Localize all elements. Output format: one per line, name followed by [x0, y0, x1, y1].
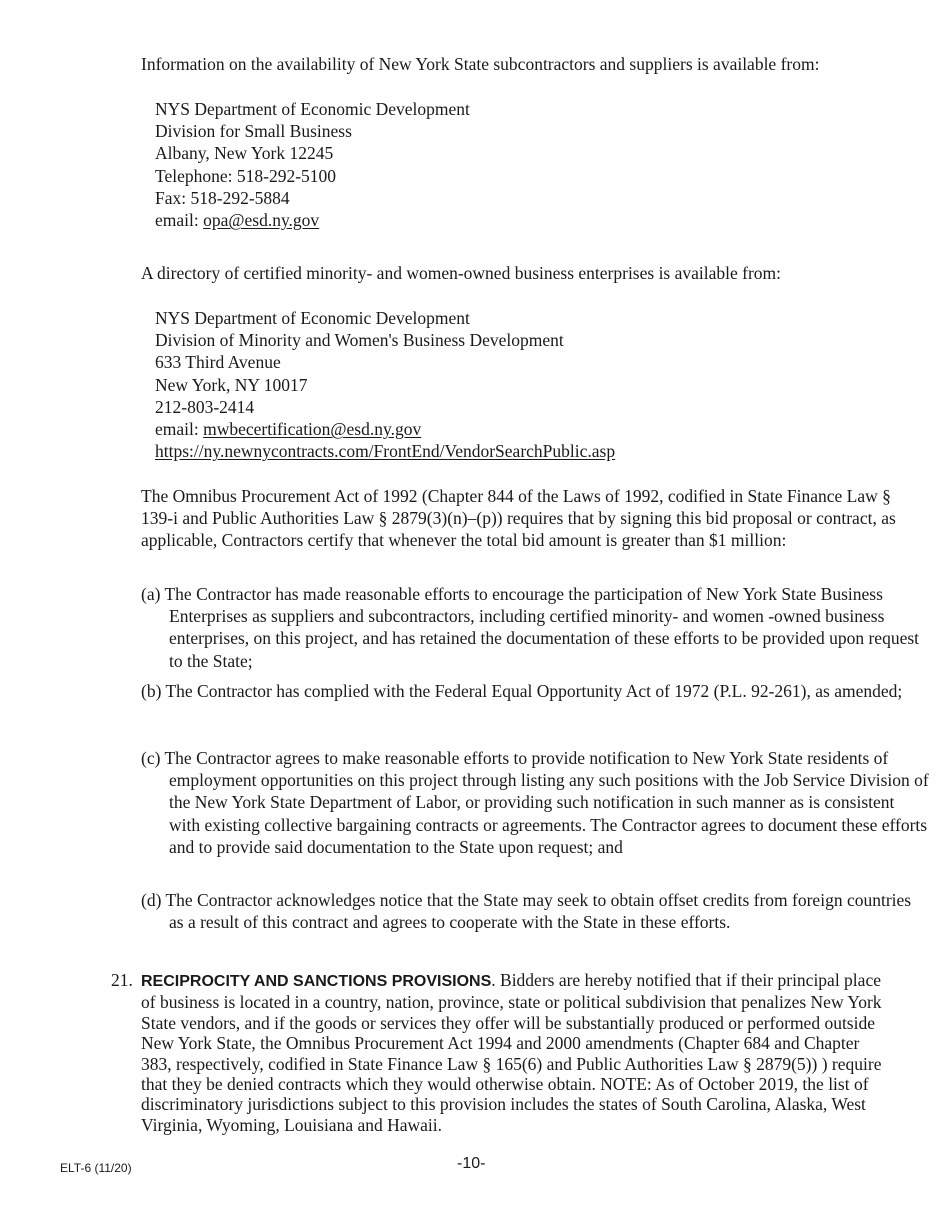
section-number: 21. [111, 970, 133, 990]
section-body: Bidders are hereby notified that if their principal place of business is located in a country, nation, province, state or political subdivision that penalizes New York State vendors, and if the goods or services they offer will be substantially produced or performed outside New York State, the Omnibus Procurement Act 1994 and 2000 amendments (Chapter 684 and Chapter 383, respectively, codified in State Finance Law § 165(6) and Public Authorities Law § 2879(5)) ) require that they be denied contracts which they would otherwise obtain. NOTE: As of October 2019, the list of discriminatory jurisdictions subject to this provision includes the states of South Carolina, Alaska, West Virginia, Wyoming, Louisiana and Hawaii. [141, 970, 882, 1135]
section-21 [111, 970, 891, 1135]
small-business-address [155, 98, 470, 231]
email-link[interactable]: mwbecertification@esd.ny.gov [203, 419, 422, 440]
form-id: ELT-6 (11/20) [60, 1161, 132, 1175]
address-line: Division of Minority and Women's Business Development [155, 330, 564, 351]
address-line: 633 Third Avenue [155, 352, 281, 373]
list-item-b: (b) The Contractor has complied with the Federal Equal Opportunity Act of 1972 (P.L. 92-261), as amended; [141, 681, 903, 701]
section-title-suffix: . [491, 970, 496, 990]
list-item-d: (d) The Contractor acknowledges notice that the State may seek to obtain offset credits from foreign countries as a result of this contract and agrees to cooperate with the State in these efforts. [141, 890, 912, 933]
address-line: Division for Small Business [155, 121, 352, 142]
address-line: NYS Department of Economic Development [155, 308, 470, 328]
page-number: -10- [457, 1155, 486, 1172]
phone-line: 212-803-2414 [155, 396, 255, 417]
address-line: NYS Department of Economic Development [155, 99, 470, 119]
email-line [155, 209, 470, 231]
email-label: email: [155, 419, 204, 440]
mwbe-address [155, 307, 615, 462]
list-item-c: (c) The Contractor agrees to make reasonable efforts to provide notification to New York State residents of employment opportunities on this project through listing any such positions with the Job Service Division of the New York State Department of Labor, or providing such notification in such manner as is consistent with existing collective bargaining contracts or agreements. The Contractor agrees to document these efforts and to provide said documentation to the State upon request; and [141, 748, 929, 857]
intro-directory: A directory of certified minority- and women-owned business enterprises is available from: [141, 263, 782, 283]
address-line: New York, NY 10017 [155, 374, 308, 395]
fax-line: Fax: 518-292-5884 [155, 187, 290, 208]
email-label: email: [155, 210, 204, 231]
email-link[interactable]: opa@esd.ny.gov [203, 210, 320, 231]
email-line [155, 418, 615, 440]
address-line: Albany, New York 12245 [155, 143, 334, 164]
vendor-search-link[interactable]: https://ny.newnycontracts.com/FrontEnd/VendorSearchPublic.asp [155, 441, 616, 462]
list-item-a: (a) The Contractor has made reasonable efforts to encourage the participation of New York State Business Enterprises as suppliers and subcontractors, including certified minority- and women -owned business enterprises, on this project, and has retained the documentation of these efforts to be provided upon request to the State; [141, 584, 920, 671]
omnibus-paragraph: The Omnibus Procurement Act of 1992 (Chapter 844 of the Laws of 1992, codified in State Finance Law § 139-i and Public Authorities Law § 2879(3)(n)–(p)) requires that by signing this bid proposal or contract, as applicable, Contractors certify that whenever the total bid amount is greater than $1 million: [141, 486, 896, 551]
intro-availability: Information on the availability of New York State subcontractors and suppliers is available from: [141, 54, 820, 74]
telephone-line: Telephone: 518-292-5100 [155, 165, 337, 186]
section-title: RECIPROCITY AND SANCTIONS PROVISIONS [141, 973, 492, 990]
